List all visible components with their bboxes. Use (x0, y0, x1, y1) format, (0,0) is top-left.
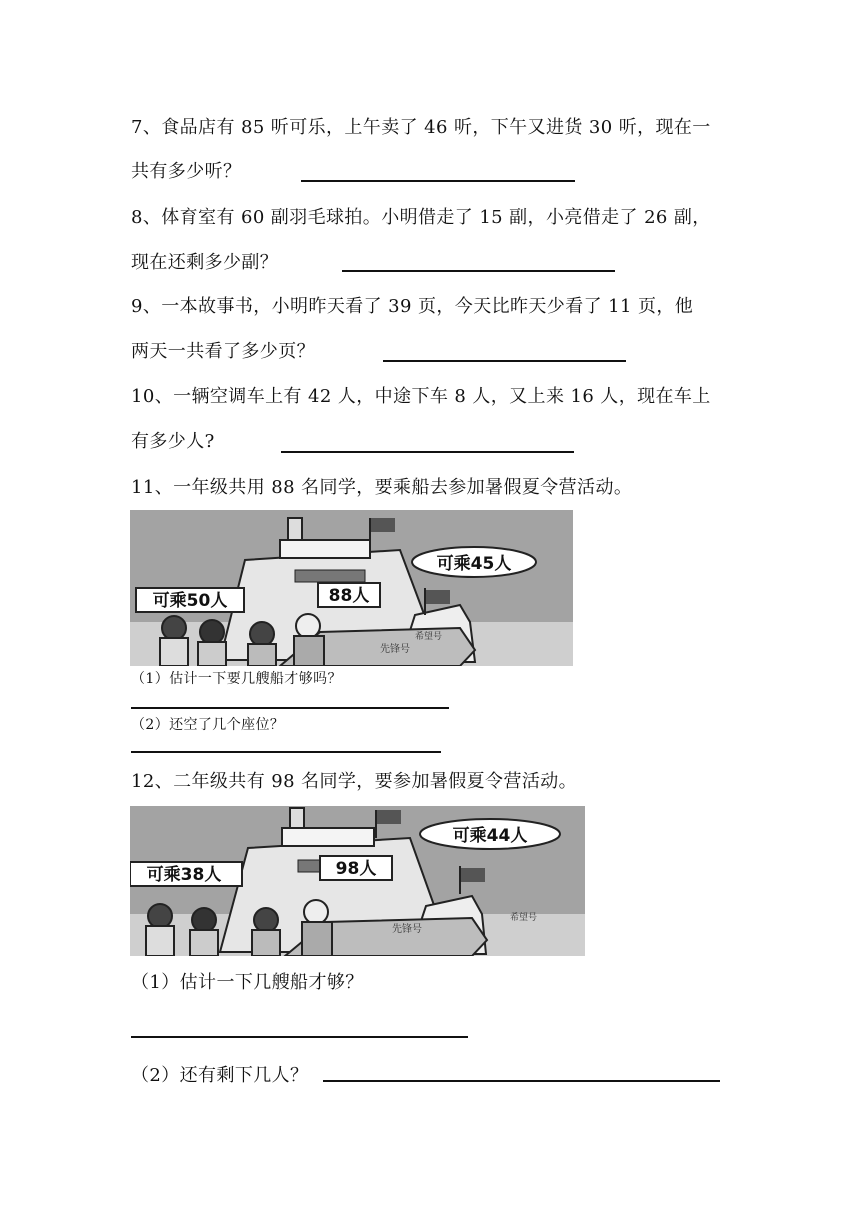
q10-line1: 10、一辆空调车上有 42 人，中途下车 8 人，又上来 16 人，现在车上 (131, 386, 711, 407)
q12-sub2: （2）还有剩下几人？ (131, 1065, 309, 1086)
q10-line2: 有多少人? (131, 431, 215, 452)
q11-left-sign: 可乘50人 (152, 591, 228, 611)
q11-illustration (130, 510, 573, 666)
q12-text: 12、二年级共有 98 名同学，要参加暑假夏令营活动。 (131, 771, 578, 792)
q11-sub2: （2）还空了几个座位？ (131, 717, 285, 733)
q9-line1: 9、一本故事书，小明昨天看了 39 页，今天比昨天少看了 11 页，他 (131, 296, 694, 317)
q11-sub1-answer-line[interactable] (131, 707, 449, 709)
q7-answer-line[interactable] (301, 180, 575, 182)
q8-answer-line[interactable] (342, 270, 615, 272)
q8-line1: 8、体育室有 60 副羽毛球拍。小明借走了 15 副，小亮借走了 26 副， (131, 207, 711, 228)
q12-cloud-label: 可乘44人 (452, 826, 528, 846)
q12-sub2-answer-line[interactable] (323, 1080, 720, 1082)
q12-sub1: （1）估计一下几艘船才够？ (131, 972, 364, 993)
q7-line1: 7、食品店有 85 听可乐，上午卖了 46 听，下午又进货 30 听，现在一 (131, 117, 711, 138)
q9-line2: 两天一共看了多少页？ (131, 341, 315, 362)
q11-boat-name-2: 希望号 (415, 632, 443, 642)
q12-center-sign: 98人 (335, 859, 377, 879)
q9-answer-line[interactable] (383, 360, 626, 362)
q12-illustration (130, 806, 585, 956)
q8-line2: 现在还剩多少副？ (131, 252, 279, 273)
q7-line2: 共有多少听？ (131, 161, 242, 182)
q12-boat-name-2: 希望号 (510, 913, 538, 923)
q11-sub1: （1）估计一下要几艘船才够吗？ (131, 671, 342, 687)
q10-answer-line[interactable] (281, 451, 574, 453)
q11-cloud-label: 可乘45人 (436, 554, 512, 574)
q11-text: 11、一年级共用 88 名同学，要乘船去参加暑假夏令营活动。 (131, 477, 633, 498)
q12-boat-name-1: 先锋号 (392, 924, 422, 935)
q11-boat-name-1: 先锋号 (380, 644, 410, 655)
q11-sub2-answer-line[interactable] (131, 751, 441, 753)
q12-left-sign: 可乘38人 (146, 865, 222, 885)
q12-sub1-answer-line[interactable] (131, 1036, 468, 1038)
q11-center-sign: 88人 (328, 586, 370, 606)
